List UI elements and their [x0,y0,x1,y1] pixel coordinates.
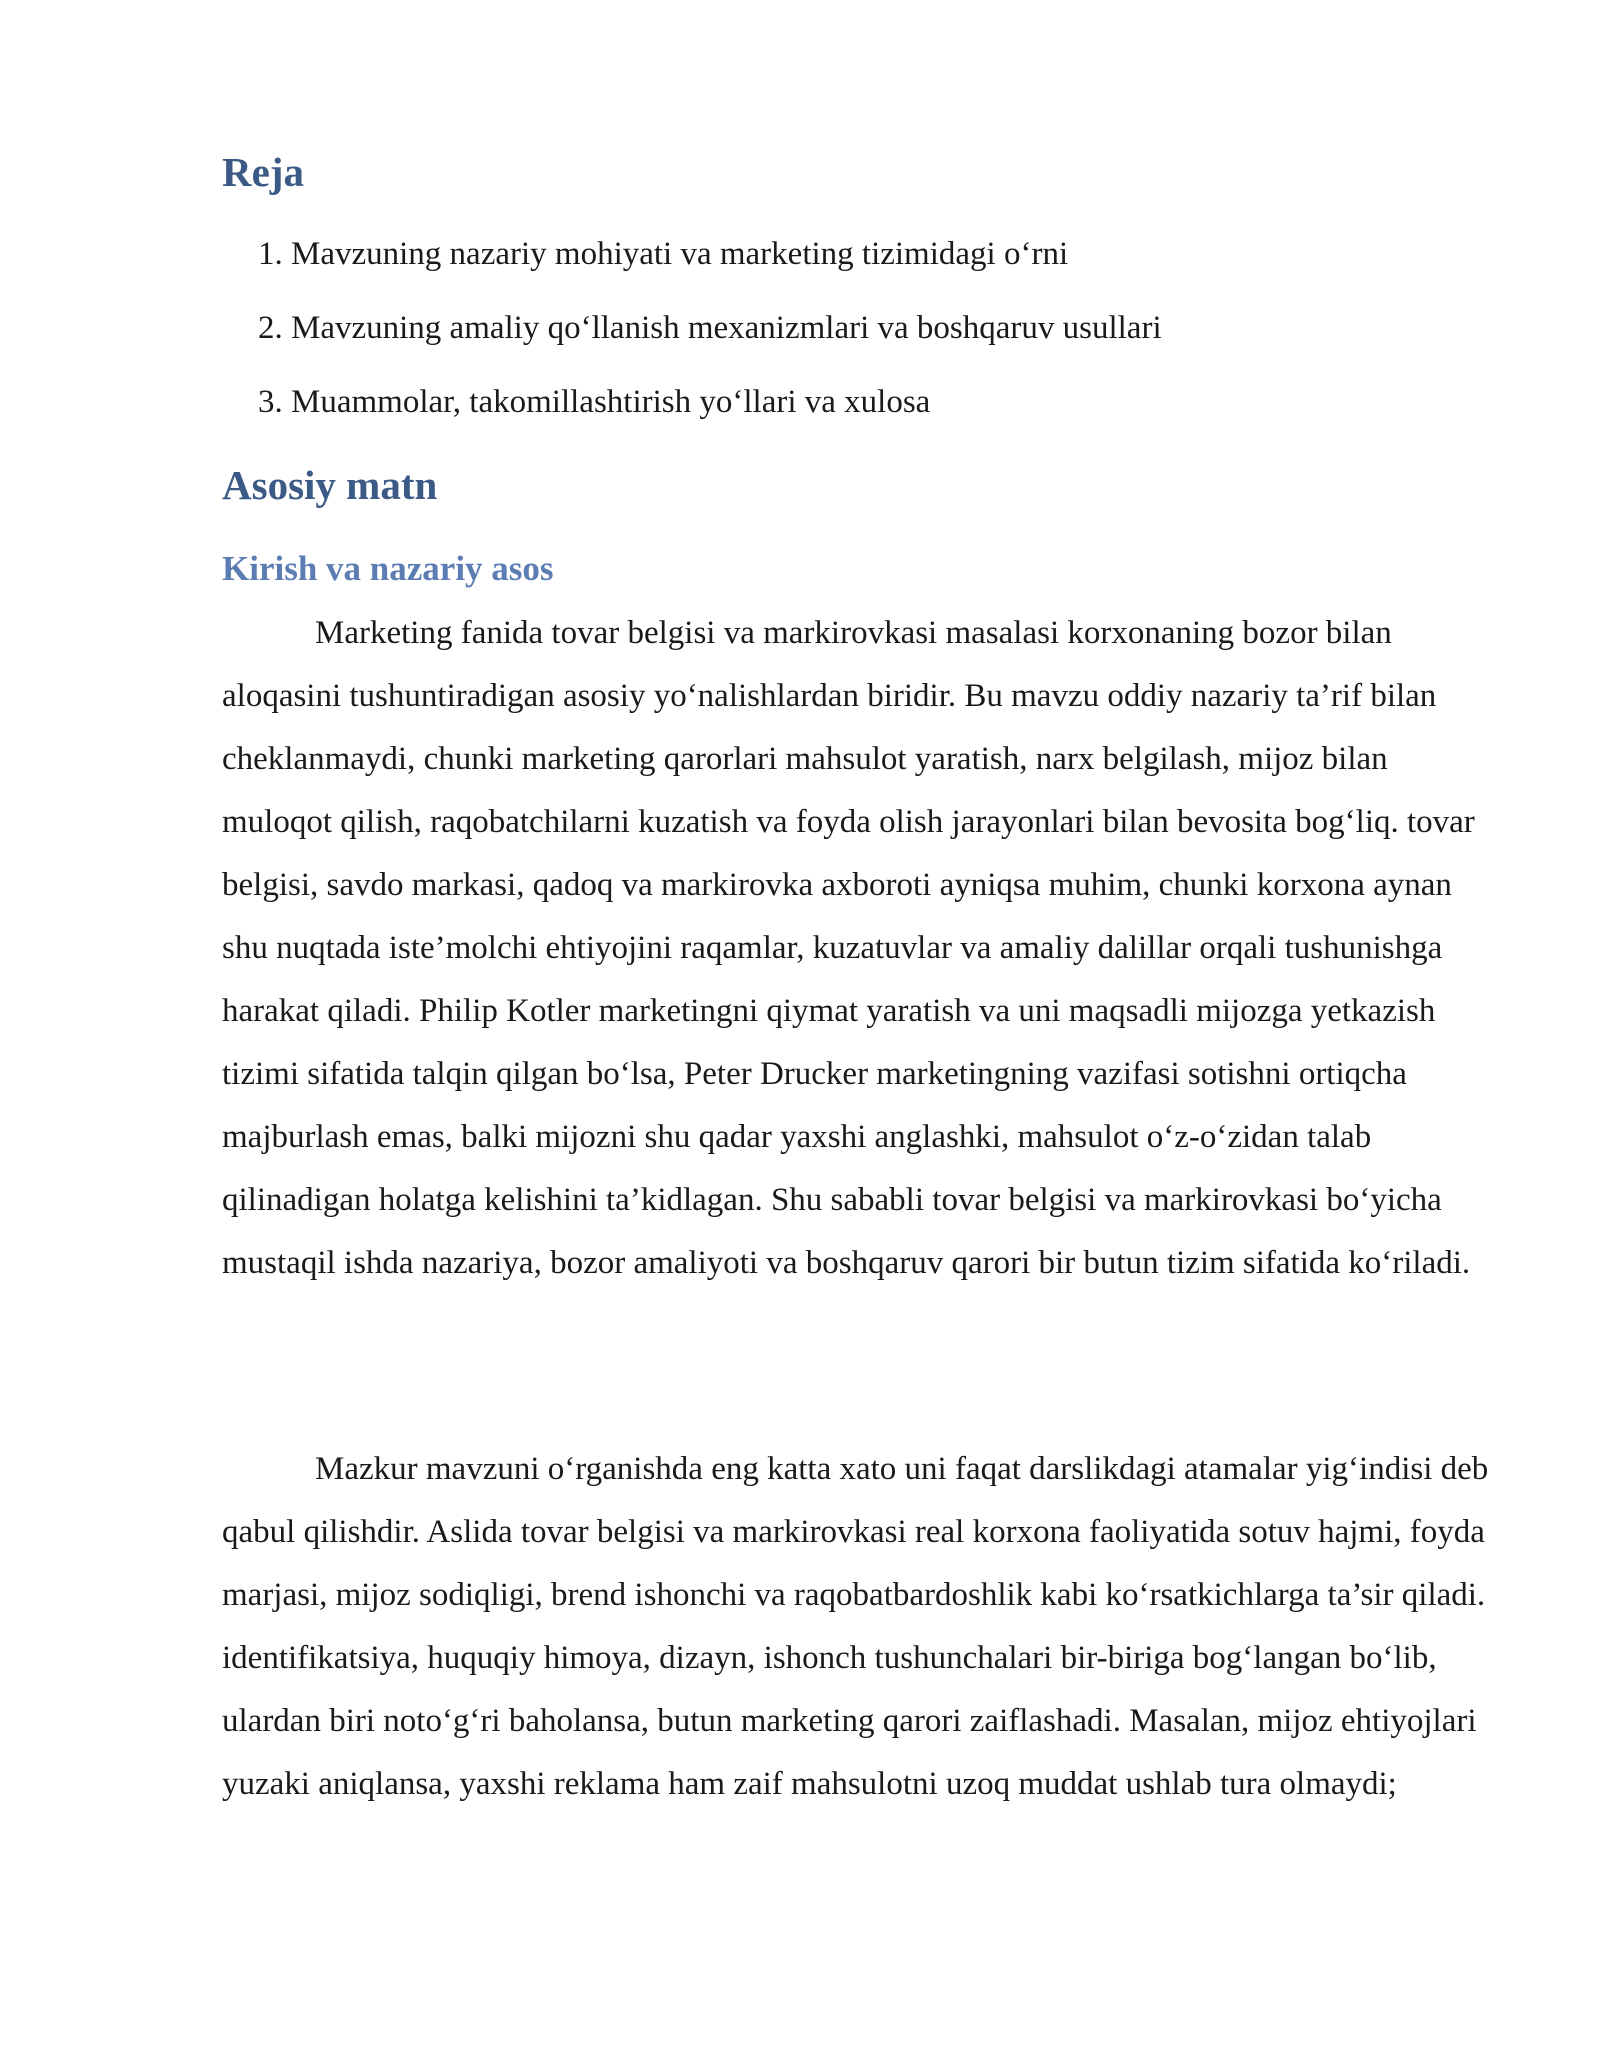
plan-item-1: 1. Mavzuning nazariy mohiyati va marketing tizimidagi o‘rni [258,236,1069,272]
body-paragraph: Mazkur mavzuni o‘rganishda eng katta xato uni faqat darslikdagi atamalar yig‘indisi deb qabul qilishdir. Aslida tovar belgisi va markirovkasi real korxona faoliyatida sotuv hajmi, foyda marjasi, mijoz sodiqligi, brend ishonchi va raqobatbardoshlik kabi ko‘rsatkichlarga ta’sir qiladi. identifikatsiya, huquqiy himoya, dizayn, ishonch tushunchalari bir-biriga bog‘langan bo‘lib, ulardan biri noto‘g‘ri baholansa, butun marketing qarori zaiflashadi. Masalan, mijoz ehtiyojlari yuzaki aniqlansa, yaxshi reklama ham zaif mahsulotni uzoq muddat ushlab tura olmaydi; [222,1451,1489,1802]
paragraph-block-1 [222,602,1490,1295]
plan-heading: Reja [222,149,304,195]
main-text-heading: Asosiy matn [222,462,438,508]
plan-item-3: 3. Muammolar, takomillashtirish yo‘llari va xulosa [258,384,931,420]
body-paragraph: Marketing fanida tovar belgisi va markirovkasi masalasi korxonaning bozor bilan aloqasini tushuntiradigan asosiy yo‘nalishlardan biridir. Bu mavzu oddiy nazariy ta’rif bilan cheklanmaydi, chunki marketing qarorlari mahsulot yaratish, narx belgilash, mijoz bilan muloqot qilish, raqobatchilarni kuzatish va foyda olish jarayonlari bilan bevosita bog‘liq. tovar belgisi, savdo markasi, qadoq va markirovka axboroti ayniqsa muhim, chunki korxona aynan shu nuqtada iste’molchi ehtiyojini raqamlar, kuzatuvlar va amaliy dalillar orqali tushunishga harakat qiladi. Philip Kotler marketingni qiymat yaratish va uni maqsadli mijozga yetkazish tizimi sifatida talqin qilgan bo‘lsa, Peter Drucker marketingning vazifasi sotishni ortiqcha majburlash emas, balki mijozni shu qadar yaxshi anglashki, mahsulot o‘z-o‘zidan talab qilinadigan holatga kelishini ta’kidlagan. Shu sababli tovar belgisi va markirovkasi bo‘yicha mustaqil ishda nazariya, bozor amaliyoti va boshqaruv qarori bir butun tizim sifatida ko‘riladi. [222,615,1475,1281]
plan-item-2: 2. Mavzuning amaliy qo‘llanish mexanizmlari va boshqaruv usullari [258,310,1162,346]
plan-list [258,217,1162,439]
paragraph-block-2 [222,1438,1490,1816]
section-heading: Kirish va nazariy asos [222,549,554,588]
